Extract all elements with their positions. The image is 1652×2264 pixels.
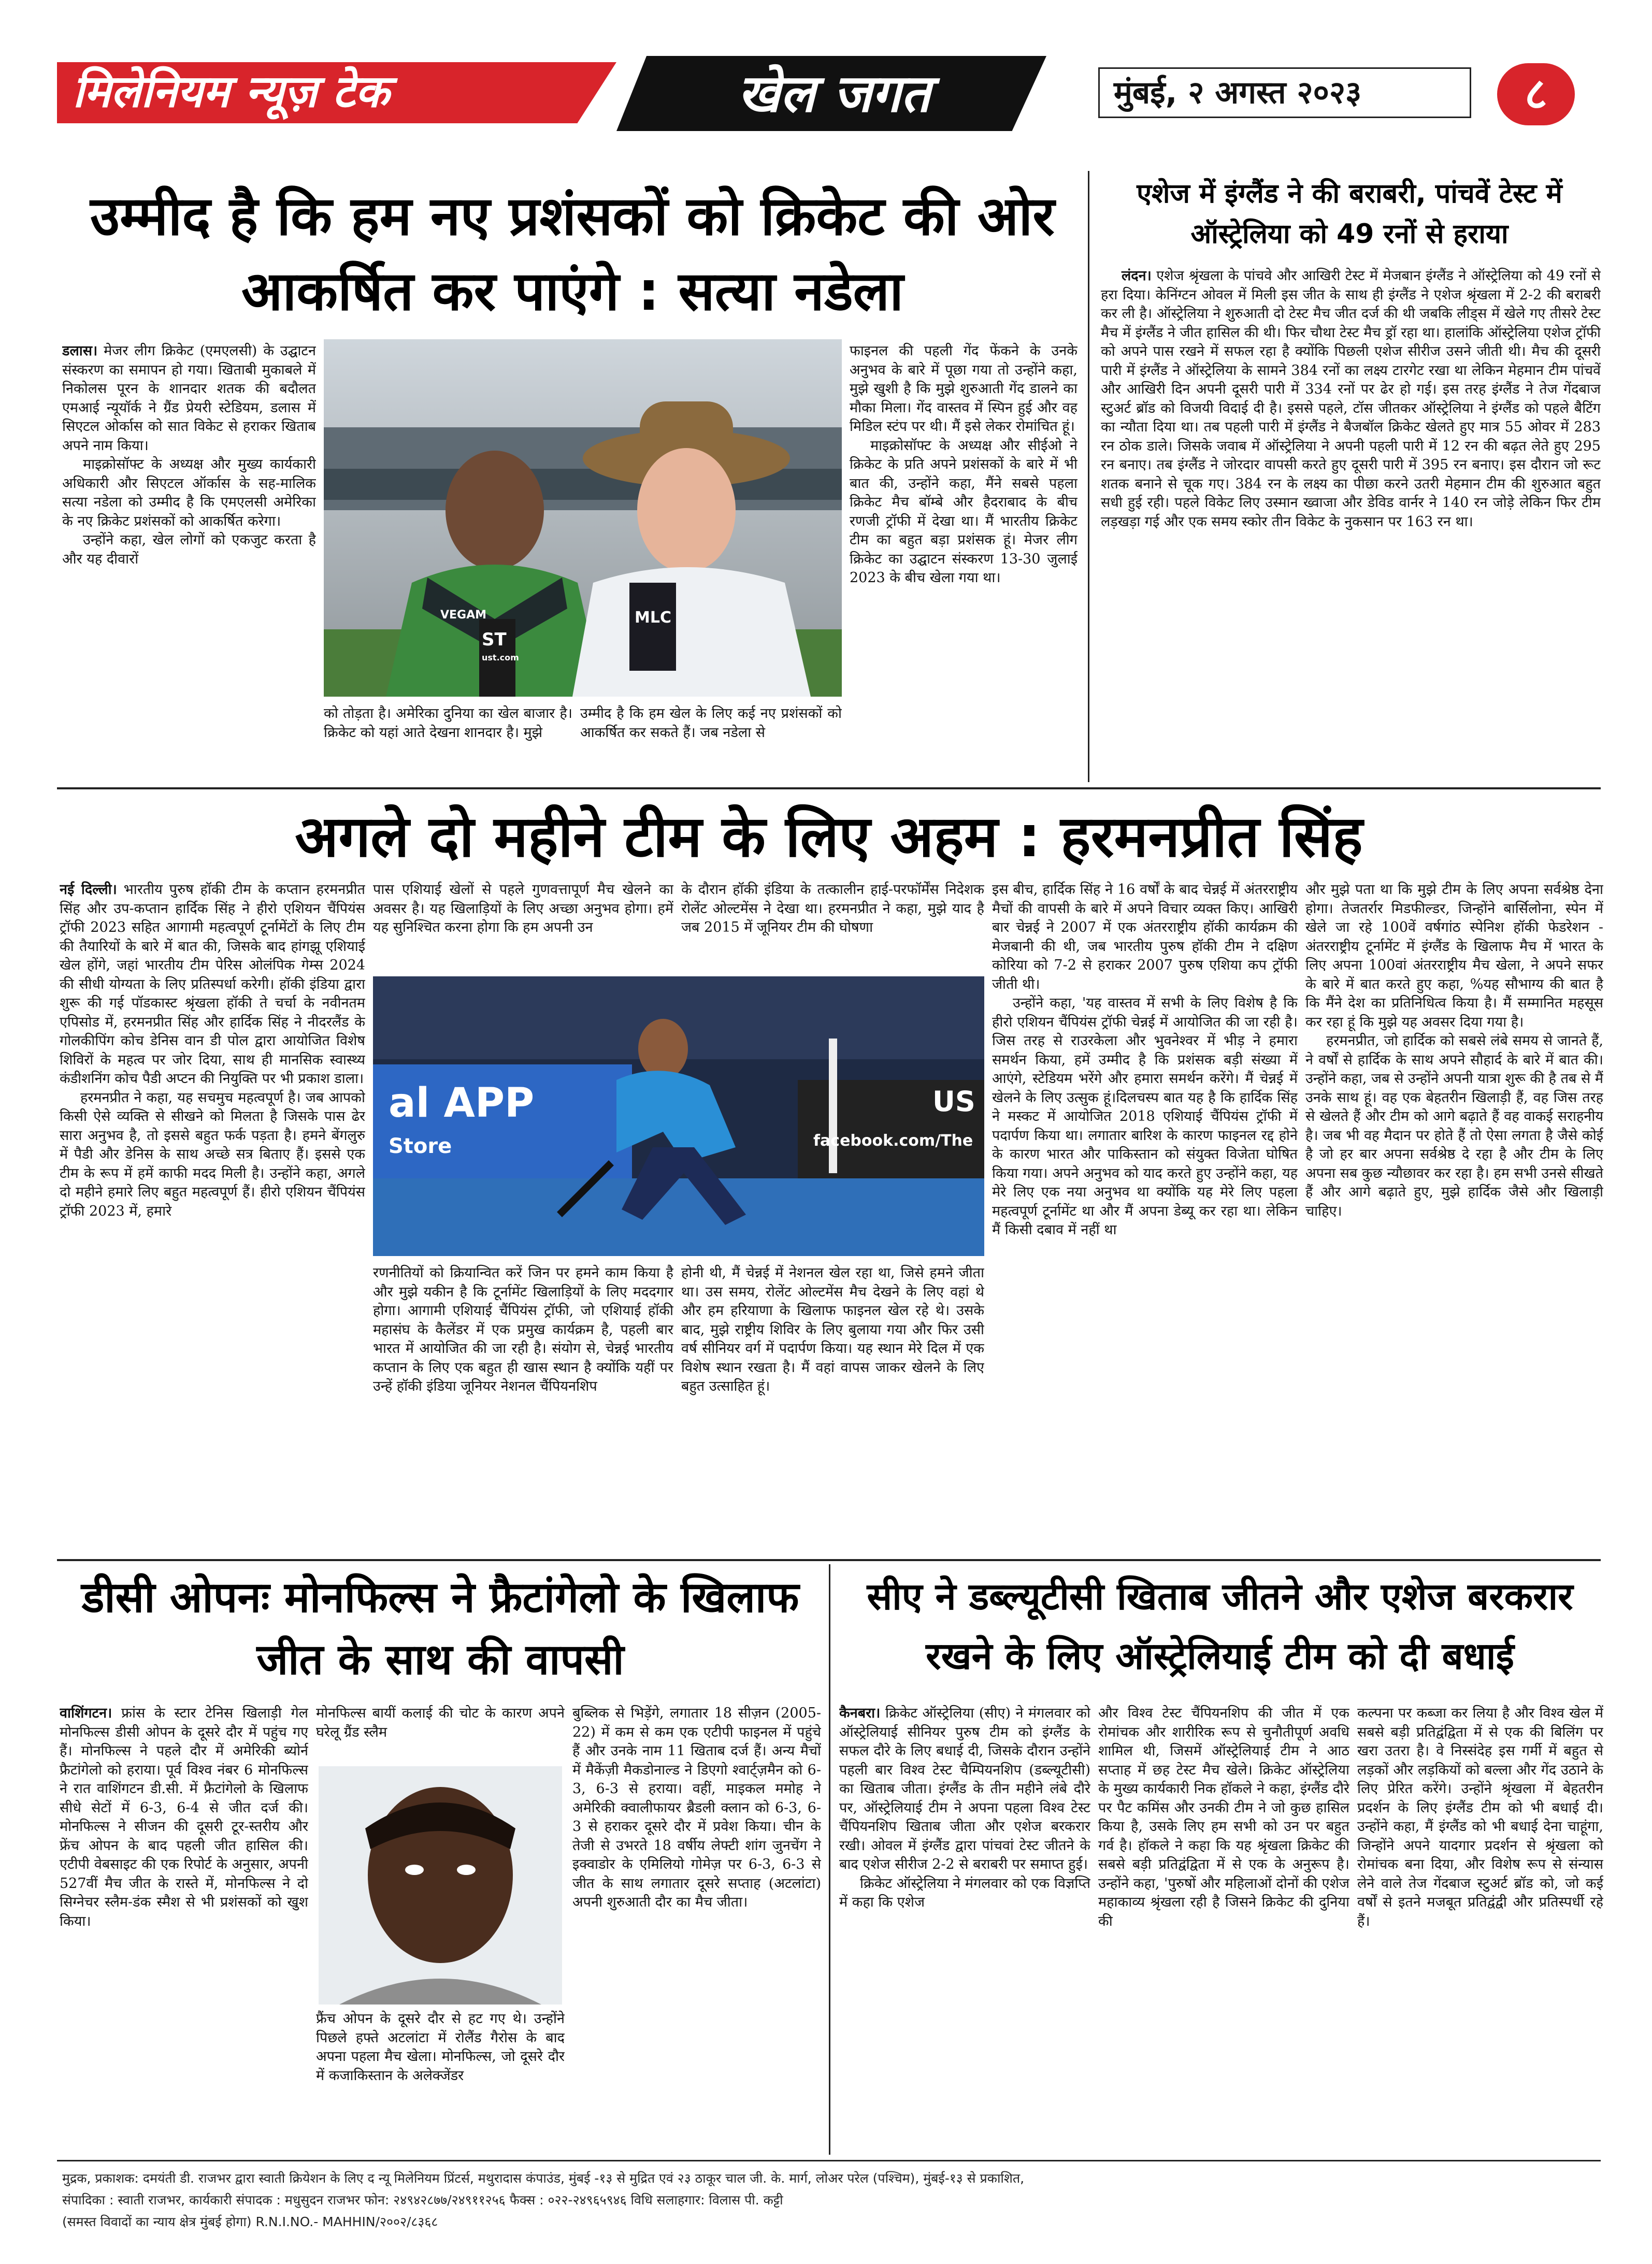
monfils-headline: डीसी ओपनः मोनफिल्स ने फ्रैटांगेलो के खिलाफ जीत के साथ की वापसी [81, 1573, 799, 1684]
monfils-col-3: बुब्लिक से भिड़ेंगे, लगातार 18 सीज़न (2005-22) में कम से कम एक एटीपी फाइनल में पहुंचे हैं और उनके नाम 11 खिताब दर्ज हैं। अन्य मैचों में मैकेंज़ी मैकडोनाल्ड ने डिएगो श्वार्ट्ज़मैन को 6-3, 6-3 से हराया। वहीं, माइकल ममोह ने अमेरिकी क्वालीफायर ब्रैडली क्लान को 6-3, 6-3 से हराकर दूसरे दौर में प्रवेश किया। चीन के तेजी से उभरते 18 वर्षीय लेफ्टी शांग जुनचेंग ने इक्वाडोर के एमिलियो गोमेज़ पर 6-3, 6-3 से जीत के साथ लगातार दूसरे सप्ताह (अटलांटा) अपनी शुरुआती दौर का मैच जीता। [572, 1705, 821, 1910]
nadella-photo-illustration [324, 339, 842, 697]
nadella-photo [324, 339, 842, 697]
monfils-col-1 [60, 1704, 308, 2150]
harmanpreet-col1-p1: भारतीय पुरुष हॉकी टीम के कप्तान हरमनप्रीत सिंह और उप-कप्तान हार्दिक सिंह ने हीरो एशियन चैंपियंस ट्रॉफी 2023 सहित आगामी महत्वपूर्ण टूर्नामेंटों के लिए टीम की तैयारियों के बारे में बात की, जिसके बाद हांगझू एशियाई खेल होंगे, जहां भारतीय टीम पेरिस ओलंपिक गेम्स 2024 की सीधी योग्यता के लिए प्रतिस्पर्धा करेगी। हॉकी इंडिया द्वारा शुरू की गई पॉडकास्ट श्रृंखला हॉकी ते चर्चा के नवीनतम एपिसोड में, हरमनप्रीत सिंह और हार्दिक सिंह ने नीदरलैंड के गोलकीपिंग कोच डेनिस वान डी पोल द्वारा आयोजित विशेष शिविरों के महत्व पर जोर दिया, साथ ही मानसिक स्वास्थ्य कंडीशनिंग कोच पैडी अप्टन की नियुक्ति पर भी प्रकाश डाला। [60, 882, 365, 1087]
photo-mic-url: ust.com [482, 653, 519, 662]
top-vertical-divider [1088, 171, 1089, 782]
nadella-col1-p1: मेजर लीग क्रिकेट (एमएलसी) के उद्घाटन संस्करण का समापन हो गया। खिताबी मुकाबले में निकोलस पूरन के शानदार शतक की बदौलत एमआई न्यूयॉर्क ने ग्रैंड प्रेयरी स्टेडियम, डलास में सिएटल ओर्कास को सात विकेट से हराकर खिताब अपने नाम किया। [62, 343, 316, 454]
imprint-line-1: मुद्रक, प्रकाशक: दमयंती डी. राजभर द्वारा स्वाती क्रियेशन के लिए द न्यू मिलेनियम प्रिंटर्स, मथुरादास कंपाउंड, मुंबई -१३ से मुद्रित एवं २३ ठाकूर चाल जी. के. मार्ग, लोअर परेल (पश्चिम), मुंबई-१३ से प्रकाशित, [62, 2171, 1025, 2186]
page-number: ८ [1525, 68, 1547, 119]
hockey-us-text: US [932, 1085, 975, 1118]
monfils-col-2-bottom: फ्रैंच ओपन के दूसरे दौर से हट गए थे। उन्होंने पिछले हफ्ते अटलांटा में रोलैंड गैरोस के बाद अपना पहला मैच खेला। मोनफिल्स, जो दूसरे दौर में कजाकिस्तान के अलेक्जेंडर [316, 2011, 565, 2084]
ca-col-1 [839, 1704, 1090, 2150]
nadella-col-1 [62, 342, 316, 777]
ca-headline: सीए ने डब्ल्यूटीसी खिताब जीतने और एशेज बरकरार रखने के लिए ऑस्ट्रेलियाई टीम को दी बधाई [867, 1575, 1573, 1678]
nadella-dateline: डलास। [62, 343, 98, 359]
masthead [57, 56, 1611, 131]
harmanpreet-col-5 [1305, 881, 1603, 1554]
monfils-col-2-top: मोनफिल्स बायीं कलाई की चोट के कारण अपने घरेलू ग्रैंड स्लैम [316, 1705, 565, 1740]
hockey-board-text: al APP [389, 1080, 535, 1127]
harmanpreet-col-3-top: के दौरान हॉकी इंडिया के तत्कालीन हाई-परफॉर्मेंस निदेशक रोलेंट ओल्टमेंस ने देखा था। हरमनप्रीत ने कहा, मुझे याद है जब 2015 में जूनियर टीम की घोषणा [681, 882, 984, 935]
ca-col-3: कल्पना पर कब्जा कर लिया है और विश्व खेल में सबसे बड़ी प्रतिद्वंद्विता में से एक की बिलिंग पर खरा उतरा है। वे निस्संदेह इस गर्मी में बहुत से लड़कों और लड़कियों को बल्ला और गेंद उठाने के लिए प्रेरित करेंगे। उन्होंने श्रृंखला में बेहतरीन प्रदर्शन के लिए इंग्लैंड टीम को भी बधाई दी। उन्होंने कहा, मैं इंग्लैंड को भी बधाई देना चाहूंगा, जिन्होंने अपने यादगार प्रदर्शन से श्रृंखला को रोमांचक बना दिया, और विशेष रूप से संन्यास लेने वाले तेज गेंदबाज स्टुअर्ट ब्रॉड को, जो कई वर्षों से इतने मजबूत प्रतिद्वंद्वी और प्रतिस्पर्धी रहे हैं। [1357, 1705, 1603, 1929]
harmanpreet-col5-p2: हरमनप्रीत, जो हार्दिक को सबसे लंबे समय से जानते हैं, ने वर्षों से हार्दिक के साथ अपने सौहार्द के बारे में बात की। उन्होंने कहा, जब से उन्होंने अपनी यात्रा शुरू की है तब से मैं उनके साथ हूं। वह एक बेहतरीन खिलाड़ी हैं, वह जिस तरह से खेलते हैं और टीम को आगे बढ़ाते हैं वह वाकई सराहनीय है। जब भी वह मैदान पर होते हैं तो ऐसा लगता है जैसे कोई है जो हर बार अपना सर्वश्रेष्ठ दे रहा है और टीम के लिए अपना सब कुछ न्यौछावर कर रहा है। हम सभी उनसे सीखते हैं और आगे बढ़ाते हुए, मुझे हार्दिक जैसे और खिलाड़ी चाहिए। [1305, 1033, 1603, 1219]
nadella-col4-p1: फाइनल की पहली गेंद फेंकने के उनके अनुभव के बारे में पूछा गया तो उन्होंने कहा, मुझे खुशी है कि मुझे शुरुआती गेंद डालने का मौका मिला। गेंद वास्तव में स्पिन हुई और वह मिडिल स्टंप पर थी। मैं इसे लेकर रोमांचित हूं। [850, 343, 1078, 435]
photo-mic-label-mlc: MLC [635, 609, 671, 627]
harmanpreet-col-2-bottom: रणनीतियों को क्रियान्वित करें जिन पर हमने काम किया है और मुझे यकीन है कि टूर्नामेंट खिलाड़ियों के लिए मददगार होगा। आगामी एशियाई चैंपियंस ट्रॉफी, जो एशियाई हॉकी महासंघ के कैलेंडर में एक प्रमुख कार्यक्रम है, पहली बार भारत में आयोजित की जा रही है। संयोग से, चेन्नई भारतीय कप्तान के लिए एक बहुत ही खास स्थान है क्योंकि यहीं पर उन्हें हॉकी इंडिया जूनियर नेशनल चैंपियनशिप [373, 1265, 673, 1394]
nadella-col1-p2: माइक्रोसॉफ्ट के अध्यक्ष और मुख्य कार्यकारी अधिकारी और सिएटल ऑर्कास के सह-मालिक सत्या नडेला को उम्मीद है कि एमएलसी अमेरिका के नए क्रिकेट प्रशंसकों को आकर्षित करेगा। [62, 456, 316, 529]
hockey-fb-text: facebook.com/The [813, 1132, 973, 1150]
monfils-col1-p1: फ्रांस के स्टार टेनिस खिलाड़ी गेल मोनफिल्स डीसी ओपन के दूसरे दौर में पहुंच गए हैं। मोनफिल्स ने पहले दौर में अमेरिकी ब्योर्न फ्रैटांगेलो को हराया। पूर्व विश्व नंबर 6 मोनफिल्स ने रात वाशिंगटन डी.सी. में फ्रैटांगेलो के खिलाफ सीधे सेटों में 6-3, 6-4 से जीत दर्ज की। मोनफिल्स ने सीजन की दूसरी टूर-स्तरीय और फ्रेंच ओपन के बाद पहली जीत हासिल की। एटीपी वेबसाइट की एक रिपोर्ट के अनुसार, अपनी 527वीं मैच जीत के रास्ते में, मोनफिल्स ने दो सिग्नेचर स्लैम-डंक स्मैश से भी प्रशंसकों को खुश किया। [60, 1705, 308, 1929]
ashes-text: एशेज श्रृंखला के पांचवे और आखिरी टेस्ट में मेजबान इंग्लैंड ने ऑस्ट्रेलिया को 49 रनों से हरा दिया। केनिंग्टन ओवल में मिली इस जीत के साथ ही इंग्लैंड ने एशेज श्रृंखला में 2-2 की बराबरी कर ली है। ऑस्ट्रेलिया ने शुरुआती दो टेस्ट मैच जीत दर्ज की थी जबकि लीड्स में खेले गए तीसरे टेस्ट मैच में इंग्लैंड ने जीत हासिल की थी। फिर चौथा टेस्ट मैच ड्रॉ रहा था। हालांकि ऑस्ट्रेलिया एशेज ट्रॉफी को अपने पास रखने में सफल रहा है क्योंकि पिछली एशेज सीरीज उसने जीती थी। मैच की दूसरी पारी में इंग्लैंड ने ऑस्ट्रेलिया के सामने 384 रनों का लक्ष्य टारगेट रखा था लेकिन मेहमान टीम पांचवें और आखिरी दिन अपनी दूसरी पारी में 334 रनों पर ढेर हो गई। इस तरह इंग्लैंड ने तेज गेंदबाज स्टुअर्ट ब्रॉड को विजयी विदाई दी है। इससे पहले, टॉस जीतकर ऑस्ट्रेलिया ने इंग्लैंड को पहले बैटिंग का न्यौता दिया था। तब पहली पारी में इंग्लैंड ने बैजबॉल क्रिकेट खेलते हुए मात्र 55 ओवर में 283 रन ठोक डाले। जिसके जवाब में ऑस्ट्रेलिया ने अपनी पहली पारी में 12 रन की बढ़त लेते हुए 295 रन बनाए। तब इंग्लैंड ने जोरदार वापसी करते हुए दूसरी पारी में 395 रन बनाए। इस दौरान जो रूट शतक बनाने से चूक गए। 384 रन के लक्ष्य का पीछा करने उतरी मेहमान टीम की शुरुआत बहुत सधी हुई रही। पहले विकेट लिए उस्मान ख्वाजा और डेविड वार्नर ने 140 रन जोड़े लेकिन फिर टीम लड़खड़ा गई और एक समय स्कोर तीन विकेट के नुकसान पर 163 रन था। [1101, 268, 1601, 530]
imprint-line-3: (समस्त विवादों का न्याय क्षेत्र मुंबई होगा) R.N.I.NO.- MAHHIN/२००२/८३६८ [62, 2214, 438, 2229]
hockey-photo [373, 976, 984, 1256]
divider-1 [57, 787, 1601, 789]
section-title: खेल जगत [738, 63, 930, 124]
ca-col1-p1: क्रिकेट ऑस्ट्रेलिया (सीए) ने मंगलवार को ऑस्ट्रेलियाई सीनियर पुरुष टीम को इंग्लैंड के सफल दौरे के लिए बधाई दी, जिसके दौरान उन्होंने पहली बार विश्व टेस्ट चैम्पियनशिप (डब्ल्यूटीसी) का खिताब जीता। इंग्लैंड के तीन महीने लंबे दौरे पर, ऑस्ट्रेलियाई टीम ने अपना पहला विश्व टेस्ट चैंपियनशिप खिताब जीता और एशेज बरकरार रखी। ओवल में इंग्लैंड द्वारा पांचवां टेस्ट जीतने के बाद एशेज सीरीज 2-2 से बराबरी पर समाप्त हुई। [839, 1705, 1090, 1872]
imprint [62, 2168, 1601, 2240]
nadella-col4-p2: माइक्रोसॉफ्ट के अध्यक्ष और सीईओ ने क्रिकेट के प्रति अपने प्रशंसकों के बारे में भी बात की, उन्होंने कहा, मैंने सबसे पहला क्रिकेट मैच बॉम्बे और हैदराबाद के बीच रणजी ट्रॉफी में देखा था। मैं भारतीय क्रिकेट टीम का बहुत बड़ा प्रशंसक हूं। मेजर लीग क्रिकेट का उद्घाटन संस्करण 13-30 जुलाई 2023 के बीच खेला गया था। [850, 437, 1078, 586]
nadella-col-4 [850, 342, 1078, 777]
nadella-col-3-bottom: उम्मीद है कि हम खेल के लिए कई नए प्रशंसकों को आकर्षित कर सकते हैं। जब नडेला से [580, 705, 842, 741]
photo-jersey-label: VEGAM [440, 609, 487, 622]
photo-mic-label-st: ST [482, 629, 507, 650]
harmanpreet-col-4 [992, 881, 1298, 1554]
ca-dateline: कैनबरा। [839, 1705, 881, 1721]
divider-2 [57, 1559, 1601, 1561]
footer-divider [57, 2160, 1601, 2161]
paper-name: मिलेनियम न्यूज़ टेक [73, 66, 390, 118]
harmanpreet-col4-p2: उन्होंने कहा, 'यह वास्तव में सभी के लिए विशेष है कि हीरो एशियन चैंपियंस ट्रॉफी चेन्नई में आयोजित की जा रही है। जिस तरह से राउरकेला और भुवनेश्वर में भीड़ ने हमारा समर्थन किया, हमें उम्मीद है कि प्रशंसक बड़ी संख्या में आएंगे, स्टेडियम भरेंगे और हमारा समर्थन करेंगे। मैं चेन्नई में खेलने के लिए उत्सुक हूं।दिलचस्प बात यह है कि हार्दिक सिंह ने मस्कट में आयोजित 2018 एशियाई चैंपियंस ट्रॉफी में पदार्पण किया था। लगातार बारिश के कारण फाइनल रद्द होने के कारण भारत और पाकिस्तान को संयुक्त विजेता घोषित किया गया। अपने अनुभव को याद करते हुए उन्होंने कहा, यह मेरे लिए एक नया अनुभव था क्योंकि यह मेरे लिए पहला महत्वपूर्ण टूर्नामेंट था और मैं अपना डेब्यू कर रहा था। लेकिन मैं किसी दबाव में नहीं था [992, 995, 1298, 1238]
harmanpreet-col1-p2: हरमनप्रीत ने कहा, यह सचमुच महत्वपूर्ण है। जब आपको किसी ऐसे व्यक्ति से सीखने को मिलता है जिसके पास ढेर सारा अनुभव है, तो इससे बहुत फर्क पड़ता है। हमने बेंगलुरु में पैडी और डेनिस के साथ अच्छे सत्र बिताए हैं। इससे एक टीम के रूप में हमें काफी मदद मिली है। उन्होंने कहा, अगले दो महीने हमारे लिए बहुत महत्वपूर्ण हैं। हीरो एशियन चैंपियंस ट्रॉफी 2023 में, हमारे [60, 1089, 365, 1219]
ashes-body [1101, 267, 1601, 780]
issue-date: मुंबई, २ अगस्त २०२३ [1114, 75, 1362, 111]
nadella-headline: उम्मीद है कि हम नए प्रशंसकों को क्रिकेट की ओर आकर्षित कर पाएंगे : सत्या नडेला [90, 184, 1055, 323]
harmanpreet-col-1 [60, 881, 365, 1554]
ca-col-2: और विश्व टेस्ट चैंपियनशिप की जीत में एक रोमांचक और शारीरिक रूप से चुनौतीपूर्ण अवधि शामिल थी, जिसमें ऑस्ट्रेलियाई टीम ने आठ सप्ताह में छह टेस्ट मैच खेले। क्रिकेट ऑस्ट्रेलिया के मुख्य कार्यकारी निक हॉकले ने कहा, इंग्लैंड दौरे पर पैट कमिंस और उनकी टीम ने जो कुछ हासिल किया है, उसके लिए हम सभी को उन पर बहुत गर्व है। हॉकले ने कहा कि यह श्रृंखला क्रिकेट की सबसे बड़ी प्रतिद्वंद्विता में से एक के अनुरूप है। उन्होंने कहा, 'पुरुषों और महिलाओं दोनों की एशेज महाकाव्य श्रृंखला रही है जिसने क्रिकेट की दुनिया की [1098, 1705, 1349, 1929]
bottom-vertical-divider [829, 1564, 830, 2155]
nadella-col1-p3: उन्होंने कहा, खेल लोगों को एकजुट करता है और यह दीवारों [62, 532, 316, 567]
hockey-store-text: Store [389, 1134, 452, 1158]
nadella-col-2-bottom: को तोड़ता है। अमेरिका दुनिया का खेल बाजार है। क्रिकेट को यहां आते देखना शानदार है। मुझे [324, 705, 572, 741]
monfils-photo [319, 1766, 562, 2005]
harmanpreet-col-2-top: पास एशियाई खेलों से पहले गुणवत्तापूर्ण मैच खेलने का अवसर है। यह खिलाड़ियों के लिए अच्छा अनुभव होगा। हमें यह सुनिश्चित करना होगा कि हम अपनी उन [373, 882, 673, 935]
harmanpreet-col5-p1: और मुझे पता था कि मुझे टीम के लिए अपना सर्वश्रेष्ठ देना होगा। तेजतर्रार मिडफील्डर, जिन्होंने बार्सिलोना, स्पेन में खेले जा रहे 100वें वर्षगांठ स्पेनिश हॉकी फेडरेशन - अंतरराष्ट्रीय टूर्नामेंट में इंग्लैंड के खिलाफ मैच में भारत के लिए अपना 100वां अंतरराष्ट्रीय मैच खेला, ने अपने सफर के बारे में बात करते हुए कहा, %यह सौभाग्य की बात है कि मैंने देश का प्रतिनिधित्व किया है। मैं सम्मानित महसूस कर रहा हूं कि मुझे यह अवसर दिया गया है। [1305, 882, 1603, 1030]
harmanpreet-dateline: नई दिल्ली। [60, 882, 117, 898]
harmanpreet-headline: अगले दो महीने टीम के लिए अहम : हरमनप्रीत सिंह [295, 803, 1363, 870]
harmanpreet-col4-p1: इस बीच, हार्दिक सिंह ने 16 वर्षों के बाद चेन्नई में अंतरराष्ट्रीय मैचों की वापसी के बारे में अपने विचार व्यक्त किए। आखिरी बार चेन्नई ने 2007 में एक अंतरराष्ट्रीय हॉकी कार्यक्रम की मेजबानी की थी, जब भारतीय पुरुष हॉकी टीम ने दक्षिण कोरिया को 7-2 से हराकर 2007 पुरुष एशिया कप ट्रॉफी जीती थी। [992, 882, 1298, 992]
ca-col1-p2: क्रिकेट ऑस्ट्रेलिया ने मंगलवार को एक विज्ञप्ति में कहा कि एशेज [839, 1875, 1090, 1910]
ashes-dateline: लंदन। [1122, 268, 1152, 284]
harmanpreet-col-3-bottom: होनी थी, मैं चेन्नई में नेशनल खेल रहा था, जिसे हमने जीता था। उस समय, रोलेंट ओल्टमेंस मैच देखने के लिए वहां थे और हम हरियाणा के खिलाफ फाइनल खेल रहे थे। उसके बाद, मुझे राष्ट्रीय शिविर के लिए बुलाया गया और फिर उसी वर्ष सीनियर वर्ग में पदार्पण किया। यह स्थान मेरे दिल में एक विशेष स्थान रखता है। मैं वहां वापस जाकर खेलने के लिए बहुत उत्साहित हूं। [681, 1265, 984, 1394]
monfils-dateline: वाशिंगटन। [60, 1705, 112, 1721]
monfils-photo-illustration [319, 1766, 562, 2005]
ashes-headline: एशेज में इंग्लैंड ने की बराबरी, पांचवें टेस्ट में ऑस्ट्रेलिया को 49 रनों से हराया [1137, 178, 1562, 250]
imprint-line-2: संपादिका : स्वाती राजभर, कार्यकारी संपादक : मधुसुदन राजभर फोन: २४९४२८७७/२४९११२५६ फैक्स : ०२२-२४९६५९४६ विधि सलाहगार: विलास पी. कट्टी [62, 2193, 783, 2208]
